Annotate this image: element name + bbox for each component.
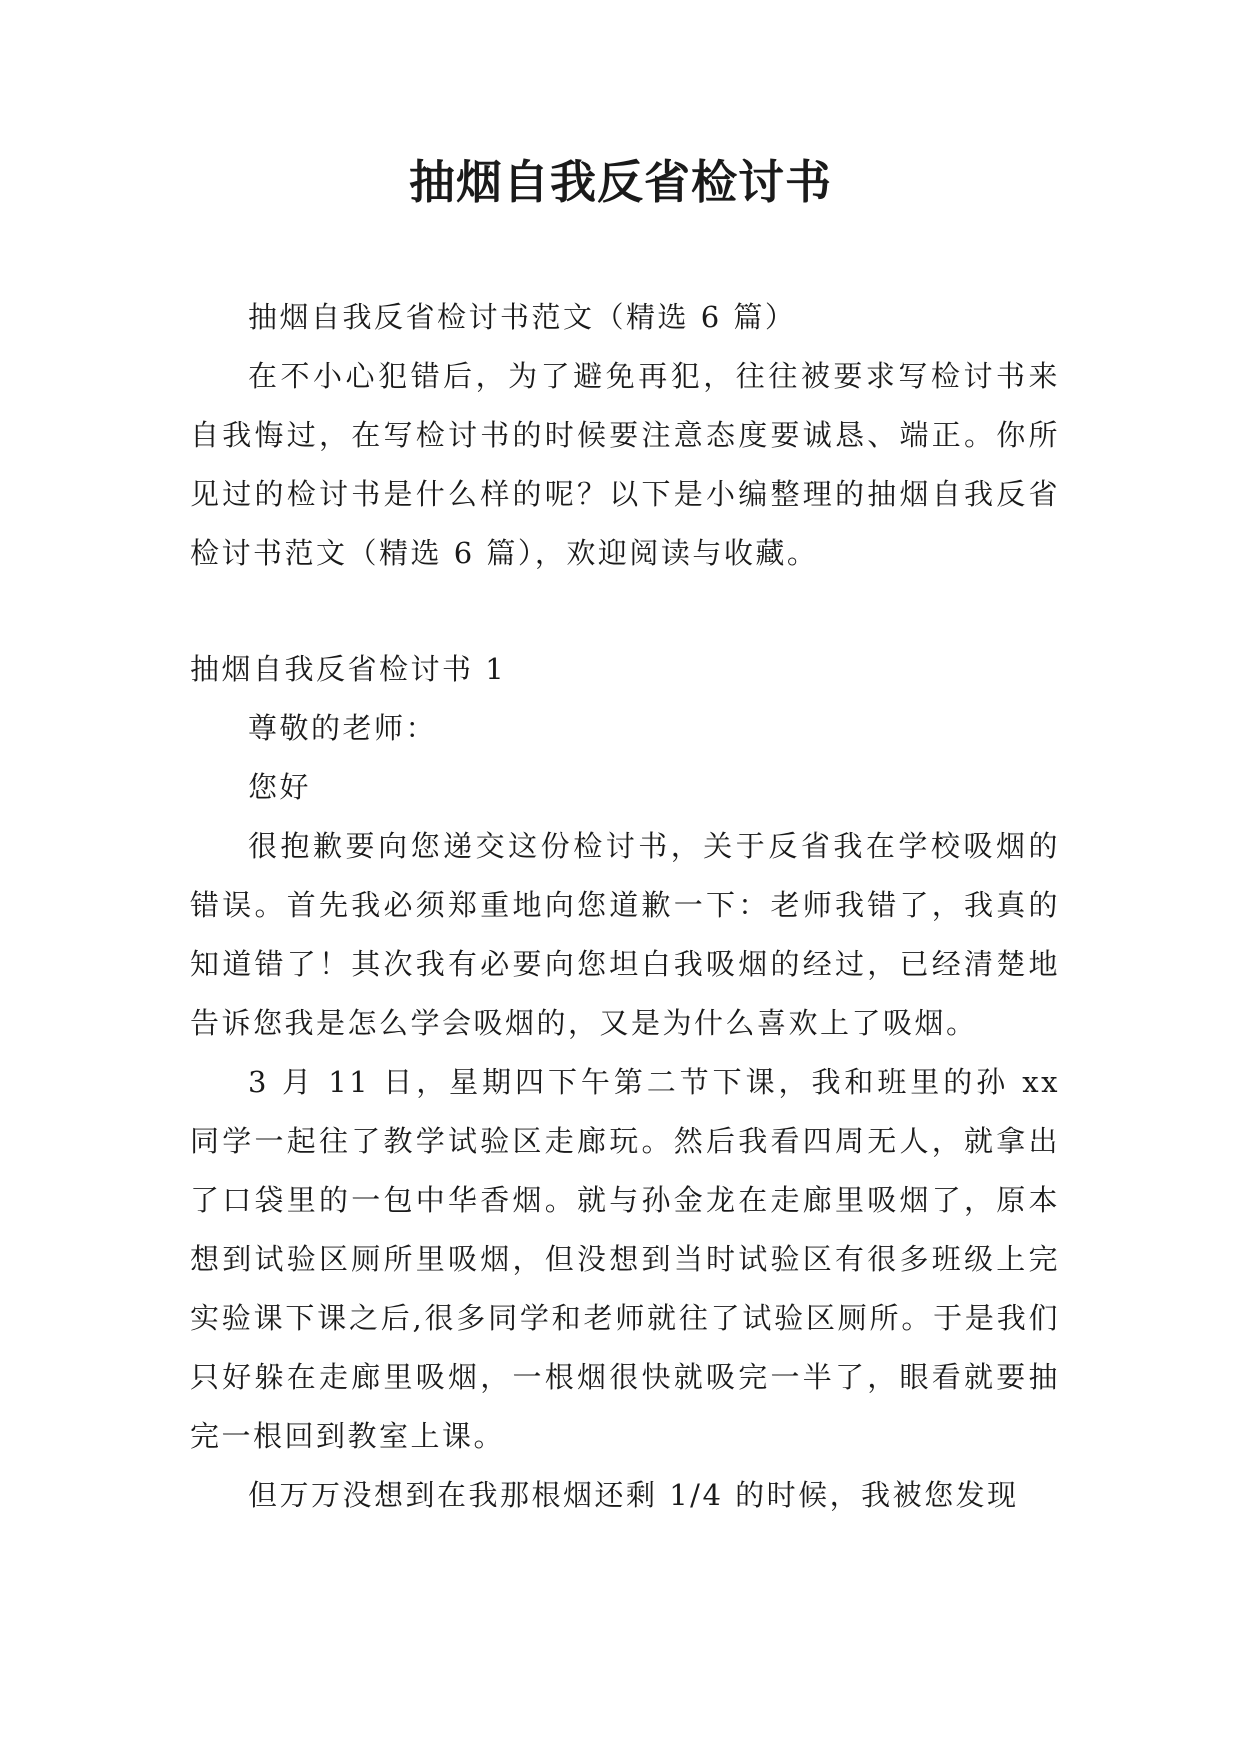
section-gap [190,583,1060,640]
document-subtitle: 抽烟自我反省检讨书范文（精选 6 篇） [248,300,797,334]
intro-paragraph: 在不小心犯错后，为了避免再犯，往往被要求写检讨书来自我悔过，在写检讨书的时候要注意态度要诚恳、端正。你所见过的检讨书是什么样的呢？以下是小编整理的抽烟自我反省检讨书范文（精选 6 篇），欢迎阅读与收藏。 [190,359,1060,570]
document-body [190,288,1060,1525]
document-title: 抽烟自我反省检讨书 [409,155,832,209]
section-heading: 抽烟自我反省检讨书 1 [190,652,507,686]
body-paragraph-2: 3 月 11 日，星期四下午第二节下课，我和班里的孙 xx 同学一起往了教学试验区走廊玩。然后我看四周无人，就拿出了口袋里的一包中华香烟。就与孙金龙在走廊里吸烟了，原本想到试验区厕所里吸烟，但没想到当时试验区有很多班级上完实验课下课之后,很多同学和老师就往了试验区厕所。于是我们只好躲在走廊里吸烟，一根烟很快就吸完一半了，眼看就要抽完一根回到教室上课。 [190,1065,1060,1453]
greeting: 您好 [248,770,312,804]
body-paragraph-1: 很抱歉要向您递交这份检讨书，关于反省我在学校吸烟的错误。首先我必须郑重地向您道歉一下：老师我错了，我真的知道错了！其次我有必要向您坦白我吸烟的经过，已经清楚地告诉您我是怎么学会吸烟的，又是为什么喜欢上了吸烟。 [190,829,1060,1040]
body-paragraph-3: 但万万没想到在我那根烟还剩 1/4 的时候，我被您发现 [248,1478,1019,1512]
salutation: 尊敬的老师： [248,711,438,745]
